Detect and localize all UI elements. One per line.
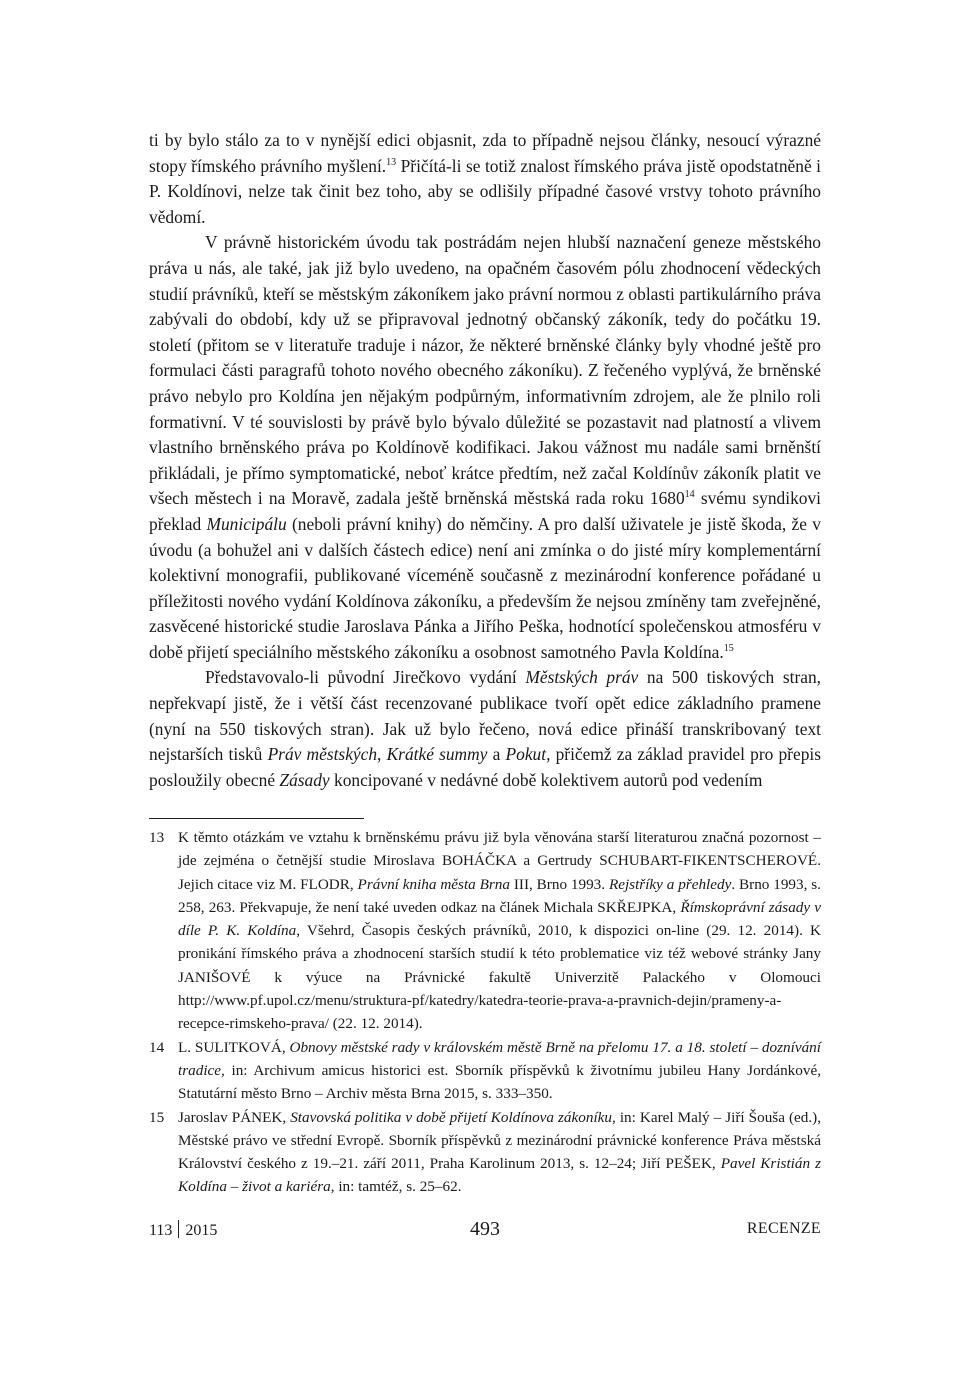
italic-title: Pavel Kristián z Koldína – život a kariéra (178, 1155, 821, 1196)
text-run: in: Archivum amicus historici est. Sborník příspěvků k životnímu jubileu Hany Jordánkové, Statutární město Brno – Archiv města Brna 2015, s. 333–350. (178, 1061, 821, 1103)
footnote-ref-13: 13 (386, 156, 397, 168)
italic-title: Právní kniha města Brna (357, 875, 510, 893)
footnote-ref-15: 15 (723, 643, 734, 655)
footnote-separator (149, 818, 364, 819)
footnote-13 (149, 826, 821, 1036)
page-footer (149, 1214, 821, 1244)
text-run: koncipované v nedávné době kolektivem autorů pod vedením (329, 769, 763, 790)
footnote-14 (149, 1036, 821, 1106)
italic-title: Obnovy městské rady v královském městě Brně na přelomu 17. a 18. století – doznívání tradice, (178, 1038, 821, 1079)
text-run: III, Brno 1993. (510, 875, 609, 893)
paragraph-1 (149, 128, 821, 230)
paragraph-2 (149, 230, 821, 665)
main-text (149, 128, 821, 793)
text-run: (neboli právní knihy) do němčiny. A pro další uživatele je jistě škoda, že v úvodu (a bohužel ani v dalších částech edice) není ani zmínka o do jisté míry komplementární kolektivní monografii, publikované víceméně současně z mezinárodní konference pořádané u příležitosti nového vydání Koldínova zákoníku, a především že nejsou zmíněny tam zveřejněné, zasvěcené historické studie Jaroslava Pánka a Jiřího Peška, hodnotící společenskou atmosféru v době přijetí speciálního městského zákoníku a osobnost samotného Pavla Koldína. (149, 513, 821, 662)
text-run: L. SULITKOVÁ, (178, 1038, 290, 1056)
text-run: , in: tamtéž, s. 25–62. (330, 1178, 462, 1196)
text-run: svému syndikovi překlad (149, 488, 821, 534)
italic-title: Stavovská politika v době přijetí Koldínova zákoníku (290, 1108, 613, 1126)
italic-title: Římskoprávní zásady v díle P. K. Koldína (178, 898, 821, 940)
italic-title: Zásady (279, 769, 330, 790)
text-run: Přičítá-li se totiž znalost římského práva jistě opodstatněně i P. Koldínovi, nelze tak činit bez toho, aby se odlišily případné časové vrstvy tohoto právního vědomí. (149, 155, 821, 227)
text-run: . Brno 1993, s. 258, 263. Překvapuje, že není také uveden odkaz na článek Michala SKŘEJPKA, (178, 875, 821, 916)
footnote-number: 14 (149, 1038, 165, 1056)
text-run: Představovalo-li původní Jirečkovo vydání (205, 667, 526, 688)
text-run: ti by bylo stálo za to v nynější edici objasnit, zda to případně nejsou články, nesoucí výrazné stopy římského právního myšlení. (149, 130, 821, 176)
text-run: , (377, 744, 387, 765)
text-run: a (487, 744, 506, 765)
footnote-number: 13 (149, 829, 165, 846)
footnotes (149, 826, 821, 1199)
italic-title: Pokut, (505, 744, 551, 765)
italic-title: Krátké summy (386, 744, 488, 765)
text-run: K těmto otázkám ve vztahu k brněnskému právu již byla věnována starší literaturou značná pozornost – jde zejména o četnější studie Miroslava BOHÁČKA a Gertrudy SCHUBART-FIKENTSCHEROVÉ. Jejich citace viz M. FLODR, (178, 829, 821, 893)
page-number: 493 (470, 1218, 500, 1240)
italic-title: Práv městských (267, 744, 378, 765)
section-name: RECENZE (746, 1220, 821, 1237)
text-run: , in: Karel Malý – Jiří Šouša (ed.), Městské právo ve střední Evropě. Sborník příspěvků z mezinárodní právnické konference Práva městská Království českého z 19.–21. září 2011, Praha Karolinum 2013, s. 12–24; Jiří PEŠEK, (178, 1108, 821, 1173)
italic-title: Municipálu (206, 513, 287, 534)
text-run: V právně historickém úvodu tak postrádám nejen hlubší naznačení geneze městského práva u nás, ale také, jak již bylo uvedeno, na opačném časovém pólu zhodnocení vědeckých studií právníků, kteří se městským zákoníkem jako právní normou z oblasti partikulárního práva zabývali do období, kdy už se připravoval jednotný občanský zákoník, tedy do počátku 19. století (přitom se v literatuře traduje i názor, že některé brněnské články byly vhodné ještě pro formulaci části paragrafů tohoto nového obecného zákoníku). Z řečeného vyplývá, že brněnské právo nebylo pro Koldína jen nějakým podpůrným, informativním zdrojem, ale že plnilo roli formativní. V té souvislosti by právě bylo bývalo důležité se pozastavit nad platností a vlivem vlastního brněnského práva po Koldínově kodifikaci. Jakou vážnost mu nadále sami brněnští přikládali, je přímo symptomatické, neboť krátce předtím, než začal Koldínův zákoník platit ve všech městech i na Moravě, zadala ještě brněnská městská rada roku 1680 (149, 232, 821, 509)
italic-title: Městských práv (525, 667, 639, 688)
text-run: , Všehrd, Časopis českých právníků, 2010, k dispozici on-line (29. 12. 2014). K pronikání římského práva a zhodnocení starších studií k této problematice viz též webové stránky Jany JANIŠOVÉ k výuce na Právnické fakultě Univerzitě Palackého v Olomouci http://www.pf.upol.cz/menu/struktura-pf/katedry/katedra-teorie-prava-a-pravnich-dejin/prameny-a-recepce-rimskeho-prava/ (22. 12. 2014). (178, 922, 821, 1033)
footnote-15 (149, 1106, 821, 1199)
text-run: přičemž za základ pravidel pro přepis posloužily obecné (149, 744, 821, 790)
footnote-number: 15 (149, 1108, 165, 1126)
italic-title: Rejstříky a přehledy (608, 875, 732, 893)
footnote-ref-14: 14 (684, 489, 695, 501)
text-run: na 500 tiskových stran, nepřekvapí jistě, že i větší část recenzované publikace tvoří opět edice základního pramene (nyní na 550 tiskových stran). Jak už bylo řečeno, nová edice přináší transkribovaný text nejstarších tisků (149, 667, 821, 765)
text-run: Jaroslav PÁNEK, (178, 1108, 291, 1126)
issue-year: 2015 (185, 1222, 218, 1239)
paragraph-3 (149, 665, 821, 793)
issue-number: 113 (149, 1222, 173, 1239)
